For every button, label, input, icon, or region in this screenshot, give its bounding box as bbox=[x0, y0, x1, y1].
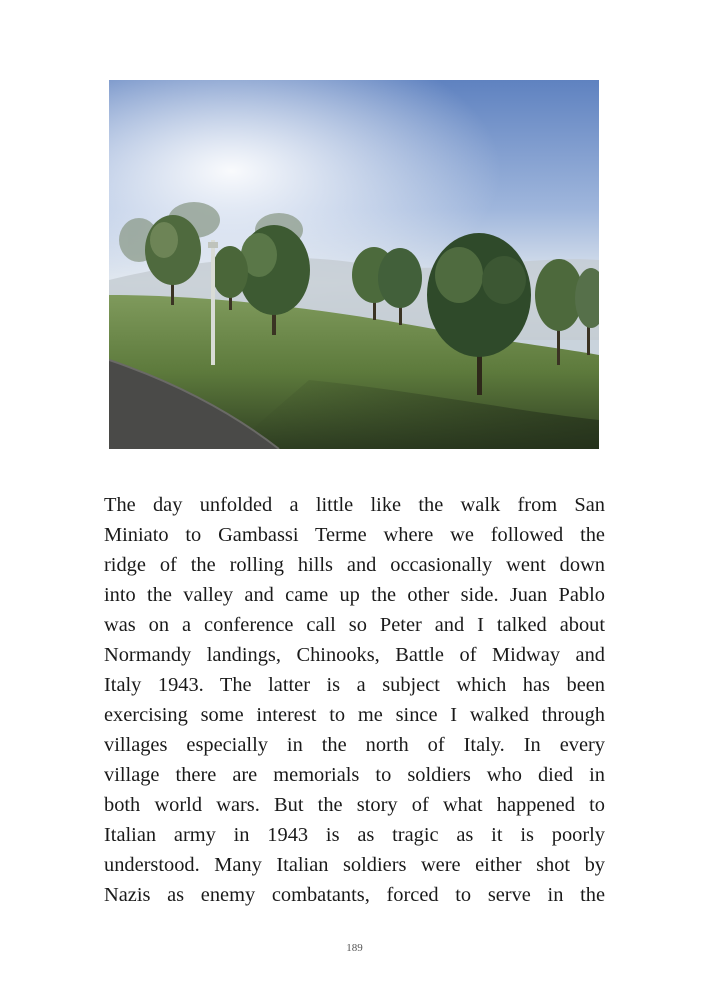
body-paragraph bbox=[104, 490, 605, 910]
text-line: ridge of the rolling hills and occasionally went down bbox=[104, 554, 605, 576]
text-line: village there are memorials to soldiers who died in bbox=[104, 764, 605, 786]
text-line: villages especially in the north of Italy. In every bbox=[104, 734, 605, 756]
olive-grove-photo bbox=[109, 80, 599, 449]
text-line: Nazis as enemy combatants, forced to serve in the bbox=[104, 884, 605, 906]
text-line: was on a conference call so Peter and I talked about bbox=[104, 614, 605, 636]
text-line: into the valley and came up the other side. Juan Pablo bbox=[104, 584, 605, 606]
olive-grove-illustration bbox=[109, 80, 599, 449]
page-number: 189 bbox=[346, 942, 363, 954]
text-line: understood. Many Italian soldiers were either shot by bbox=[104, 854, 605, 876]
text-line: Normandy landings, Chinooks, Battle of Midway and bbox=[104, 644, 605, 666]
text-line: exercising some interest to me since I walked through bbox=[104, 704, 605, 726]
pole bbox=[211, 240, 215, 365]
text-line: The day unfolded a little like the walk from San bbox=[104, 494, 605, 516]
text-line: both world wars. But the story of what happened to bbox=[104, 794, 605, 816]
text-line: Miniato to Gambassi Terme where we followed the bbox=[104, 524, 605, 546]
text-line: Italian army in 1943 is as tragic as it is poorly bbox=[104, 824, 605, 846]
text-line: Italy 1943. The latter is a subject which has been bbox=[104, 674, 605, 696]
